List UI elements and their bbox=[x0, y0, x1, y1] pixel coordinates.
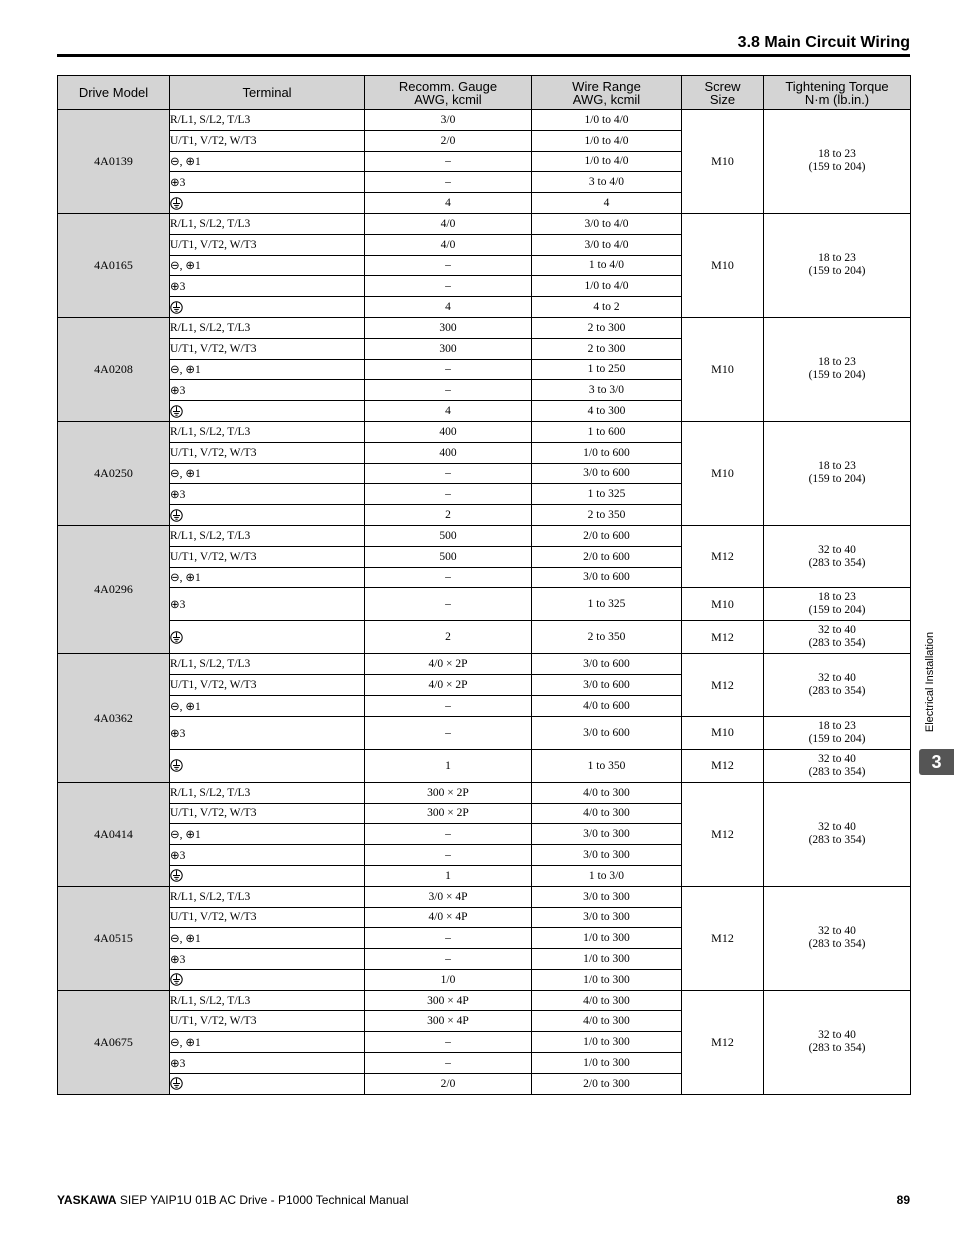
side-tab-label: Electrical Installation bbox=[924, 631, 936, 733]
wire-range-cell: 4/0 to 300 bbox=[532, 1011, 682, 1032]
screw-size-cell: M12 bbox=[682, 886, 764, 990]
wire-range-cell: 3 to 3/0 bbox=[532, 380, 682, 401]
wire-range-cell: 1/0 to 300 bbox=[532, 1053, 682, 1074]
tightening-torque-cell: 32 to 40 (283 to 354) bbox=[764, 621, 911, 654]
wire-range-cell: 1/0 to 300 bbox=[532, 1032, 682, 1053]
terminal-cell: ⊖, ⊕1 bbox=[170, 695, 365, 716]
col-header: Screw Size bbox=[682, 76, 764, 110]
tightening-torque-cell: 18 to 23 (159 to 204) bbox=[764, 317, 911, 421]
wire-range-cell: 1/0 to 300 bbox=[532, 969, 682, 990]
table-row bbox=[58, 317, 911, 338]
wire-range-cell: 3 to 4/0 bbox=[532, 172, 682, 193]
col-header: Recomm. Gauge AWG, kcmil bbox=[365, 76, 532, 110]
recomm-gauge-cell: 1 bbox=[365, 865, 532, 886]
wire-range-cell: 4 bbox=[532, 193, 682, 214]
drive-model-cell: 4A0362 bbox=[58, 654, 170, 782]
wire-range-cell: 3/0 to 600 bbox=[532, 654, 682, 675]
wire-range-cell: 4/0 to 600 bbox=[532, 695, 682, 716]
wire-range-cell: 3/0 to 600 bbox=[532, 567, 682, 588]
recomm-gauge-cell: – bbox=[365, 172, 532, 193]
tightening-torque-cell: 32 to 40 (283 to 354) bbox=[764, 990, 911, 1094]
terminal-cell: ⊖, ⊕1 bbox=[170, 567, 365, 588]
table-row bbox=[58, 782, 911, 803]
recomm-gauge-cell: – bbox=[365, 1053, 532, 1074]
screw-size-cell: M12 bbox=[682, 654, 764, 716]
wire-range-cell: 1 to 325 bbox=[532, 588, 682, 621]
terminal-cell: U/T1, V/T2, W/T3 bbox=[170, 130, 365, 151]
wire-range-cell: 4/0 to 300 bbox=[532, 990, 682, 1011]
terminal-cell: U/T1, V/T2, W/T3 bbox=[170, 907, 365, 928]
terminal-ground-cell bbox=[170, 193, 365, 214]
terminal-cell: ⊖, ⊕1 bbox=[170, 255, 365, 276]
tightening-torque-cell: 18 to 23 (159 to 204) bbox=[764, 110, 911, 214]
recomm-gauge-cell: 3/0 bbox=[365, 110, 532, 131]
recomm-gauge-cell: 400 bbox=[365, 421, 532, 442]
recomm-gauge-cell: – bbox=[365, 484, 532, 505]
terminal-ground-cell bbox=[170, 749, 365, 782]
recomm-gauge-cell: 500 bbox=[365, 525, 532, 546]
terminal-ground-cell bbox=[170, 505, 365, 526]
wire-range-cell: 2/0 to 600 bbox=[532, 546, 682, 567]
ground-icon bbox=[170, 197, 183, 210]
wire-range-cell: 1 to 3/0 bbox=[532, 865, 682, 886]
footer-doc-title: SIEP YAIP1U 01B AC Drive - P1000 Technical Manual bbox=[116, 1193, 409, 1207]
screw-size-cell: M10 bbox=[682, 213, 764, 317]
wire-range-cell: 1 to 350 bbox=[532, 749, 682, 782]
terminal-cell: R/L1, S/L2, T/L3 bbox=[170, 110, 365, 131]
table-row bbox=[58, 886, 911, 907]
col-header: Drive Model bbox=[58, 76, 170, 110]
table-row bbox=[58, 213, 911, 234]
footer-brand: YASKAWA bbox=[57, 1193, 117, 1207]
screw-size-cell: M10 bbox=[682, 716, 764, 749]
col-header: Terminal bbox=[170, 76, 365, 110]
drive-model-cell: 4A0515 bbox=[58, 886, 170, 990]
recomm-gauge-cell: – bbox=[365, 845, 532, 866]
recomm-gauge-cell: 2 bbox=[365, 621, 532, 654]
wire-range-cell: 1/0 to 300 bbox=[532, 949, 682, 970]
drive-model-cell: 4A0414 bbox=[58, 782, 170, 886]
drive-model-cell: 4A0675 bbox=[58, 990, 170, 1094]
terminal-cell: ⊕3 bbox=[170, 380, 365, 401]
terminal-ground-cell bbox=[170, 621, 365, 654]
recomm-gauge-cell: – bbox=[365, 567, 532, 588]
terminal-cell: ⊕3 bbox=[170, 588, 365, 621]
tightening-torque-cell: 32 to 40 (283 to 354) bbox=[764, 654, 911, 716]
terminal-cell: ⊕3 bbox=[170, 1053, 365, 1074]
terminal-cell: ⊖, ⊕1 bbox=[170, 359, 365, 380]
terminal-cell: ⊖, ⊕1 bbox=[170, 824, 365, 845]
recomm-gauge-cell: 300 × 4P bbox=[365, 1011, 532, 1032]
recomm-gauge-cell: – bbox=[365, 928, 532, 949]
recomm-gauge-cell: 4/0 × 2P bbox=[365, 675, 532, 696]
terminal-ground-cell bbox=[170, 865, 365, 886]
recomm-gauge-cell: – bbox=[365, 949, 532, 970]
terminal-cell: ⊖, ⊕1 bbox=[170, 463, 365, 484]
drive-model-cell: 4A0165 bbox=[58, 213, 170, 317]
terminal-cell: R/L1, S/L2, T/L3 bbox=[170, 886, 365, 907]
drive-model-cell: 4A0250 bbox=[58, 421, 170, 525]
wire-range-cell: 3/0 to 300 bbox=[532, 824, 682, 845]
terminal-cell: R/L1, S/L2, T/L3 bbox=[170, 525, 365, 546]
screw-size-cell: M10 bbox=[682, 588, 764, 621]
tightening-torque-cell: 32 to 40 (283 to 354) bbox=[764, 782, 911, 886]
tightening-torque-cell: 18 to 23 (159 to 204) bbox=[764, 716, 911, 749]
wire-range-cell: 2/0 to 300 bbox=[532, 1073, 682, 1094]
screw-size-cell: M12 bbox=[682, 525, 764, 587]
drive-model-cell: 4A0208 bbox=[58, 317, 170, 421]
recomm-gauge-cell: 4/0 bbox=[365, 213, 532, 234]
recomm-gauge-cell: 1/0 bbox=[365, 969, 532, 990]
wire-range-cell: 1/0 to 4/0 bbox=[532, 110, 682, 131]
table-row bbox=[58, 990, 911, 1011]
recomm-gauge-cell: 4/0 bbox=[365, 234, 532, 255]
wire-range-cell: 1 to 250 bbox=[532, 359, 682, 380]
section-title: 3.8 Main Circuit Wiring bbox=[737, 34, 910, 51]
recomm-gauge-cell: 4 bbox=[365, 297, 532, 318]
screw-size-cell: M12 bbox=[682, 782, 764, 886]
recomm-gauge-cell: 1 bbox=[365, 749, 532, 782]
table-row bbox=[58, 588, 911, 621]
table-row bbox=[58, 621, 911, 654]
recomm-gauge-cell: 2/0 bbox=[365, 130, 532, 151]
recomm-gauge-cell: – bbox=[365, 380, 532, 401]
table-body bbox=[58, 110, 911, 1095]
screw-size-cell: M10 bbox=[682, 317, 764, 421]
terminal-cell: ⊖, ⊕1 bbox=[170, 928, 365, 949]
tightening-torque-cell: 32 to 40 (283 to 354) bbox=[764, 525, 911, 587]
tightening-torque-cell: 32 to 40 (283 to 354) bbox=[764, 749, 911, 782]
recomm-gauge-cell: 2 bbox=[365, 505, 532, 526]
drive-model-cell: 4A0139 bbox=[58, 110, 170, 214]
recomm-gauge-cell: – bbox=[365, 824, 532, 845]
recomm-gauge-cell: 500 bbox=[365, 546, 532, 567]
wire-range-cell: 1/0 to 300 bbox=[532, 928, 682, 949]
recomm-gauge-cell: – bbox=[365, 695, 532, 716]
table-row bbox=[58, 525, 911, 546]
wire-range-cell: 1 to 4/0 bbox=[532, 255, 682, 276]
ground-icon bbox=[170, 869, 183, 882]
wire-range-cell: 4 to 300 bbox=[532, 401, 682, 422]
terminal-cell: ⊖, ⊕1 bbox=[170, 151, 365, 172]
table-row bbox=[58, 110, 911, 131]
recomm-gauge-cell: 4/0 × 2P bbox=[365, 654, 532, 675]
wire-range-cell: 1 to 325 bbox=[532, 484, 682, 505]
wire-range-cell: 1 to 600 bbox=[532, 421, 682, 442]
wire-range-cell: 2 to 300 bbox=[532, 338, 682, 359]
wire-range-cell: 2 to 300 bbox=[532, 317, 682, 338]
ground-icon bbox=[170, 759, 183, 772]
wire-range-cell: 1/0 to 4/0 bbox=[532, 130, 682, 151]
wire-range-cell: 3/0 to 600 bbox=[532, 716, 682, 749]
terminal-cell: ⊕3 bbox=[170, 172, 365, 193]
table-header-row bbox=[58, 76, 911, 110]
screw-size-cell: M12 bbox=[682, 990, 764, 1094]
ground-icon bbox=[170, 973, 183, 986]
recomm-gauge-cell: – bbox=[365, 276, 532, 297]
ground-icon bbox=[170, 631, 183, 644]
wire-range-cell: 3/0 to 300 bbox=[532, 886, 682, 907]
tightening-torque-cell: 32 to 40 (283 to 354) bbox=[764, 886, 911, 990]
wire-range-cell: 4/0 to 300 bbox=[532, 782, 682, 803]
wire-range-cell: 3/0 to 4/0 bbox=[532, 213, 682, 234]
table-row bbox=[58, 749, 911, 782]
terminal-ground-cell bbox=[170, 297, 365, 318]
wire-range-cell: 1/0 to 600 bbox=[532, 442, 682, 463]
terminal-cell: ⊕3 bbox=[170, 484, 365, 505]
wire-range-cell: 2 to 350 bbox=[532, 505, 682, 526]
terminal-cell: R/L1, S/L2, T/L3 bbox=[170, 782, 365, 803]
screw-size-cell: M10 bbox=[682, 110, 764, 214]
terminal-cell: U/T1, V/T2, W/T3 bbox=[170, 1011, 365, 1032]
drive-model-cell: 4A0296 bbox=[58, 525, 170, 653]
recomm-gauge-cell: 300 × 4P bbox=[365, 990, 532, 1011]
ground-icon bbox=[170, 1077, 183, 1090]
screw-size-cell: M12 bbox=[682, 749, 764, 782]
recomm-gauge-cell: 300 bbox=[365, 338, 532, 359]
wire-range-cell: 3/0 to 600 bbox=[532, 463, 682, 484]
wire-range-cell: 2 to 350 bbox=[532, 621, 682, 654]
recomm-gauge-cell: – bbox=[365, 1032, 532, 1053]
tightening-torque-cell: 18 to 23 (159 to 204) bbox=[764, 213, 911, 317]
recomm-gauge-cell: – bbox=[365, 151, 532, 172]
terminal-ground-cell bbox=[170, 969, 365, 990]
recomm-gauge-cell: 4 bbox=[365, 193, 532, 214]
wire-range-cell: 3/0 to 300 bbox=[532, 845, 682, 866]
recomm-gauge-cell: – bbox=[365, 463, 532, 484]
recomm-gauge-cell: – bbox=[365, 255, 532, 276]
screw-size-cell: M10 bbox=[682, 421, 764, 525]
ground-icon bbox=[170, 405, 183, 418]
wire-range-cell: 3/0 to 4/0 bbox=[532, 234, 682, 255]
recomm-gauge-cell: 4 bbox=[365, 401, 532, 422]
terminal-cell: U/T1, V/T2, W/T3 bbox=[170, 234, 365, 255]
recomm-gauge-cell: – bbox=[365, 359, 532, 380]
terminal-ground-cell bbox=[170, 401, 365, 422]
terminal-cell: R/L1, S/L2, T/L3 bbox=[170, 990, 365, 1011]
terminal-cell: R/L1, S/L2, T/L3 bbox=[170, 317, 365, 338]
recomm-gauge-cell: 300 × 2P bbox=[365, 803, 532, 824]
ground-icon bbox=[170, 509, 183, 522]
wire-range-cell: 1/0 to 4/0 bbox=[532, 276, 682, 297]
recomm-gauge-cell: – bbox=[365, 588, 532, 621]
recomm-gauge-cell: 4/0 × 4P bbox=[365, 907, 532, 928]
table-row bbox=[58, 421, 911, 442]
terminal-cell: U/T1, V/T2, W/T3 bbox=[170, 338, 365, 359]
recomm-gauge-cell: – bbox=[365, 716, 532, 749]
table-row bbox=[58, 716, 911, 749]
header-rule bbox=[57, 54, 910, 57]
terminal-ground-cell bbox=[170, 1073, 365, 1094]
recomm-gauge-cell: 3/0 × 4P bbox=[365, 886, 532, 907]
terminal-cell: U/T1, V/T2, W/T3 bbox=[170, 442, 365, 463]
footer bbox=[57, 1193, 910, 1207]
tightening-torque-cell: 18 to 23 (159 to 204) bbox=[764, 421, 911, 525]
terminal-cell: R/L1, S/L2, T/L3 bbox=[170, 213, 365, 234]
wiring-table bbox=[57, 75, 911, 1095]
terminal-cell: R/L1, S/L2, T/L3 bbox=[170, 421, 365, 442]
recomm-gauge-cell: 300 × 2P bbox=[365, 782, 532, 803]
terminal-cell: ⊕3 bbox=[170, 716, 365, 749]
wire-range-cell: 4/0 to 300 bbox=[532, 803, 682, 824]
wire-range-cell: 1/0 to 4/0 bbox=[532, 151, 682, 172]
terminal-cell: U/T1, V/T2, W/T3 bbox=[170, 803, 365, 824]
wire-range-cell: 2/0 to 600 bbox=[532, 525, 682, 546]
terminal-cell: ⊕3 bbox=[170, 845, 365, 866]
terminal-cell: ⊖, ⊕1 bbox=[170, 1032, 365, 1053]
recomm-gauge-cell: 300 bbox=[365, 317, 532, 338]
page-number: 89 bbox=[896, 1193, 910, 1207]
terminal-cell: U/T1, V/T2, W/T3 bbox=[170, 546, 365, 567]
recomm-gauge-cell: 400 bbox=[365, 442, 532, 463]
ground-icon bbox=[170, 301, 183, 314]
wire-range-cell: 3/0 to 300 bbox=[532, 907, 682, 928]
screw-size-cell: M12 bbox=[682, 621, 764, 654]
chapter-number-badge: 3 bbox=[919, 749, 954, 775]
recomm-gauge-cell: 2/0 bbox=[365, 1073, 532, 1094]
col-header: Wire Range AWG, kcmil bbox=[532, 76, 682, 110]
terminal-cell: U/T1, V/T2, W/T3 bbox=[170, 675, 365, 696]
tightening-torque-cell: 18 to 23 (159 to 204) bbox=[764, 588, 911, 621]
terminal-cell: R/L1, S/L2, T/L3 bbox=[170, 654, 365, 675]
table-row bbox=[58, 654, 911, 675]
wire-range-cell: 3/0 to 600 bbox=[532, 675, 682, 696]
terminal-cell: ⊕3 bbox=[170, 276, 365, 297]
col-header: Tightening Torque N·m (lb.in.) bbox=[764, 76, 911, 110]
terminal-cell: ⊕3 bbox=[170, 949, 365, 970]
wire-range-cell: 4 to 2 bbox=[532, 297, 682, 318]
